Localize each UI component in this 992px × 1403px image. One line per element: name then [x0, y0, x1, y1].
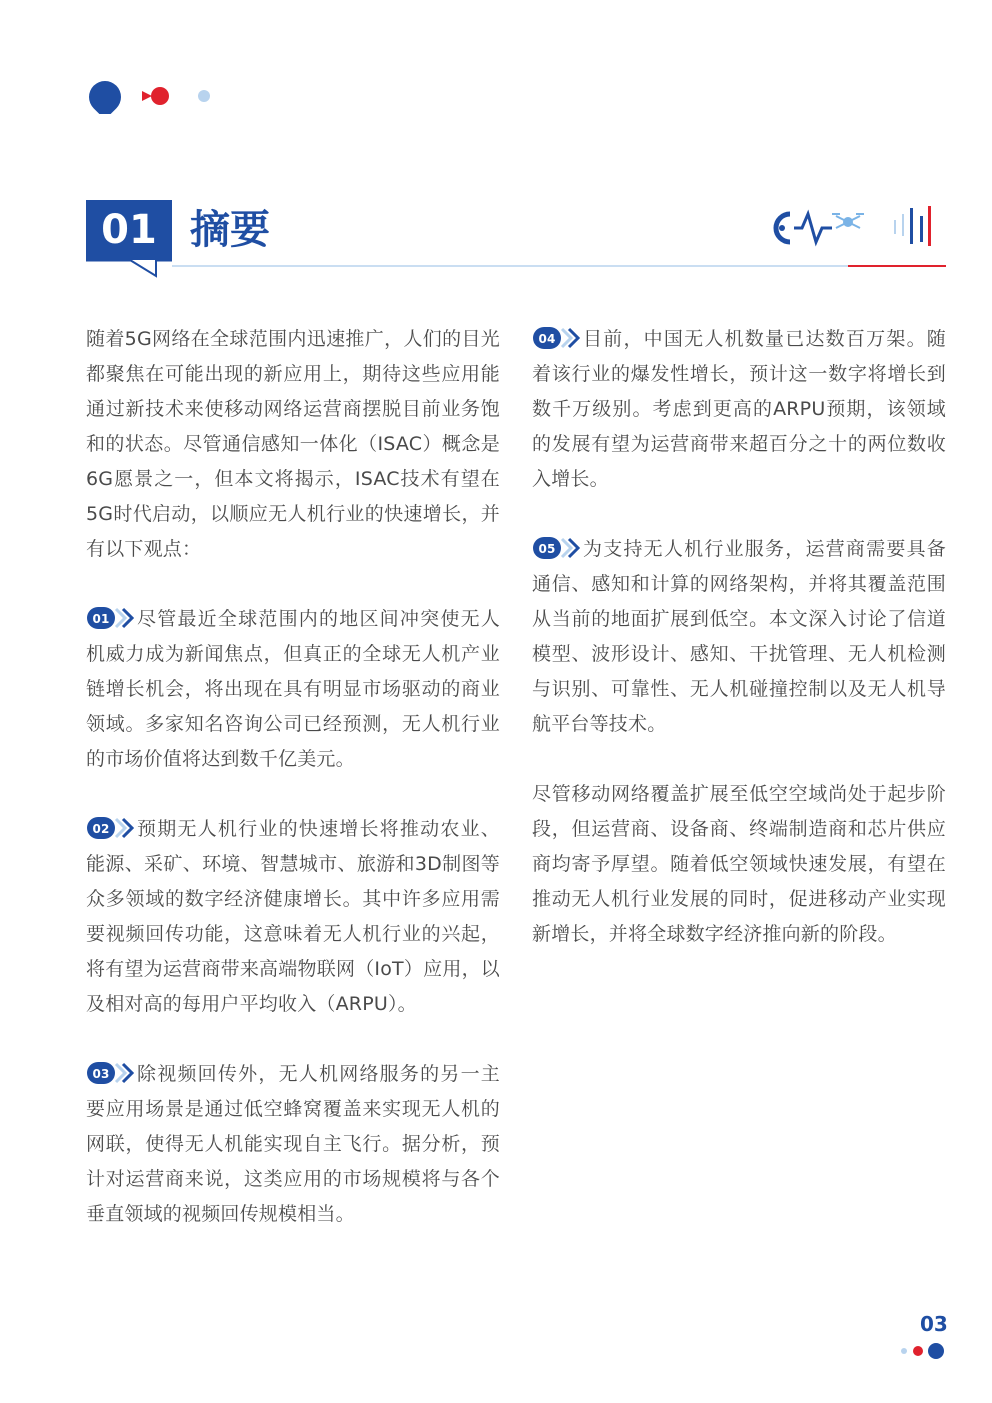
point-text: 目前，中国无人机数量已达数百万架。随着该行业的爆发性增长，预计这一数字将增长到数千万级别。考虑到更高的ARPU预期，该领域的发展有望为运营商带来超百分之十的两位数收入增长。	[532, 328, 946, 490]
section-title: 摘要	[190, 207, 270, 253]
right-column	[532, 322, 946, 987]
number-badge-icon	[86, 1060, 134, 1086]
header-divider	[86, 258, 946, 286]
badge-number: 02	[92, 821, 110, 836]
point-03	[86, 1057, 500, 1232]
point-text: 预期无人机行业的快速增长将推动农业、能源、采矿、环境、智慧城市、旅游和3D制图等众多领域的数字经济健康增长。其中许多应用需要视频回传功能，这意味着无人机行业的兴起，将有望为运营商带来高端物联网（IoT）应用，以及相对高的每用户平均收入（ARPU）。	[86, 818, 500, 1015]
badge-number: 04	[538, 331, 556, 346]
point-text: 除视频回传外，无人机网络服务的另一主要应用场景是通过低空蜂窝覆盖来实现无人机的网联，使得无人机能实现自主飞行。据分析，预计对运营商来说，这类应用的市场规模将与各个垂直领域的视频回传规模相当。	[86, 1063, 500, 1225]
number-badge-icon	[86, 605, 134, 631]
point-04	[532, 322, 946, 497]
number-badge-icon	[86, 815, 134, 841]
page-number: 03	[920, 1312, 948, 1336]
point-05	[532, 532, 946, 742]
intro-paragraph: 随着5G网络在全球范围内迅速推广，人们的目光都聚焦在可能出现的新应用上，期待这些应用能通过新技术来使移动网络运营商摆脱目前业务饱和的状态。尽管通信感知一体化（ISAC）概念是6G愿景之一，但本文将揭示，ISAC技术有望在5G时代启动，以顺应无人机行业的快速增长，并有以下观点：	[86, 328, 500, 560]
decorative-dots-top	[86, 80, 226, 114]
point-text: 尽管最近全球范围内的地区间冲突使无人机威力成为新闻焦点，但真正的全球无人机产业链增长机会，将出现在具有明显市场驱动的商业领域。多家知名咨询公司已经预测，无人机行业的市场价值将达到数千亿美元。	[86, 608, 500, 770]
left-column	[86, 322, 500, 1267]
conclusion-paragraph: 尽管移动网络覆盖扩展至低空空域尚处于起步阶段，但运营商、设备商、终端制造商和芯片供应商均寄予厚望。随着低空领域快速发展，有望在推动无人机行业发展的同时，促进移动产业实现新增长，并将全球数字经济推向新的阶段。	[532, 783, 946, 945]
point-text: 为支持无人机行业服务，运营商需要具备通信、感知和计算的网络架构，并将其覆盖范围从当前的地面扩展到低空。本文深入讨论了信道模型、波形设计、感知、干扰管理、无人机检测与识别、可靠性、无人机碰撞控制以及无人机导航平台等技术。	[532, 538, 946, 735]
badge-number: 03	[92, 1066, 110, 1081]
point-01	[86, 602, 500, 777]
drone-signal-logo-icon	[768, 202, 948, 262]
number-badge-icon	[532, 325, 580, 351]
section-number: 01	[86, 200, 172, 260]
badge-number: 01	[92, 611, 110, 626]
decorative-dots-bottom	[898, 1340, 948, 1362]
badge-number: 05	[538, 541, 556, 556]
number-badge-icon	[532, 535, 580, 561]
section-header	[86, 200, 946, 284]
point-02	[86, 812, 500, 1022]
